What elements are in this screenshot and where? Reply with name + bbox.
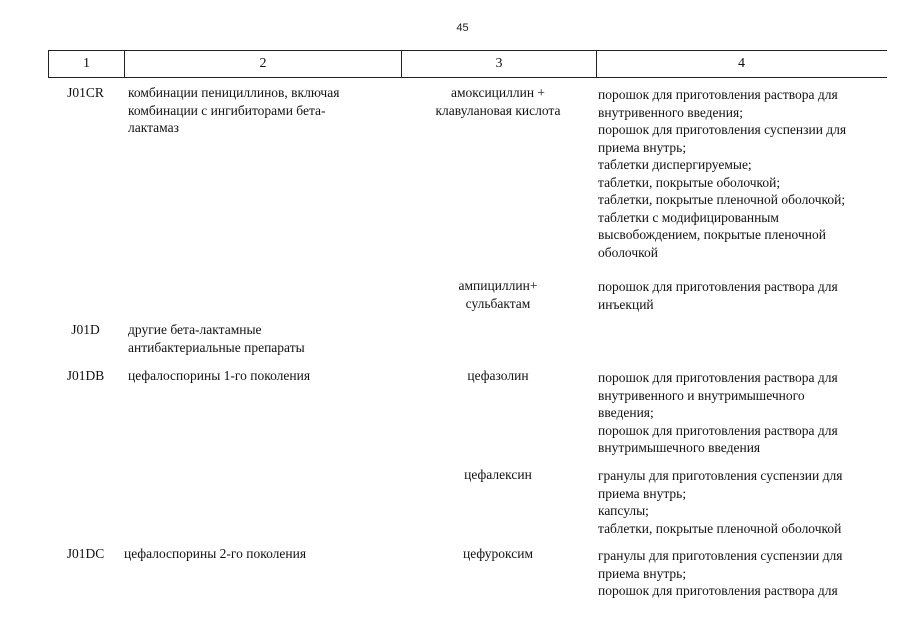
atc-group: другие бета-лактамные антибактериальные препараты	[128, 322, 305, 355]
atc-group: цефалоспорины 1-го поколения	[128, 368, 311, 383]
drug-name: цефазолин	[467, 368, 529, 383]
dosage-forms: порошок для приготовления раствора для инъекций	[598, 279, 838, 312]
atc-code: J01DC	[66, 546, 105, 561]
dosage-forms: гранулы для приготовления суспензии для приема внутрь; капсулы; таблетки, покрытые пленочной оболочкой	[598, 468, 843, 536]
drug-name: цефалексин	[464, 467, 532, 482]
header-col-3: 3	[402, 51, 597, 77]
table-header	[48, 50, 887, 78]
atc-code: J01DB	[66, 368, 105, 383]
header-col-1: 1	[49, 51, 125, 77]
atc-group: цефалоспорины 2-го поколения	[124, 546, 307, 561]
drug-name: амоксициллин + клавулановая кислота	[435, 85, 561, 118]
dosage-forms: гранулы для приготовления суспензии для приема внутрь; порошок для приготовления раствора для	[598, 548, 843, 598]
drug-name: цефуроксим	[462, 546, 534, 561]
page-number: 45	[456, 22, 469, 34]
dosage-forms: порошок для приготовления раствора для внутривенного введения; порошок для приготовления суспензии для приема внутрь; таблетки диспергируемые; таблетки, покрытые оболочкой; таблетки, покрытые пленочной оболочкой; таблетки с модифицированным высвобождением, покрытые пленочной оболочкой	[598, 87, 847, 260]
atc-code: J01CR	[67, 85, 104, 100]
drug-name: ампициллин+ сульбактам	[458, 278, 538, 311]
header-col-2: 2	[125, 51, 402, 77]
header-col-4: 4	[738, 56, 745, 71]
dosage-forms: порошок для приготовления раствора для внутривенного и внутримышечного введения; порошок для приготовления раствора для внутримышечного введения	[598, 370, 838, 455]
atc-code: J01D	[71, 322, 100, 337]
atc-group: комбинации пенициллинов, включая комбинации с ингибиторами бета- лактамаз	[128, 85, 340, 135]
